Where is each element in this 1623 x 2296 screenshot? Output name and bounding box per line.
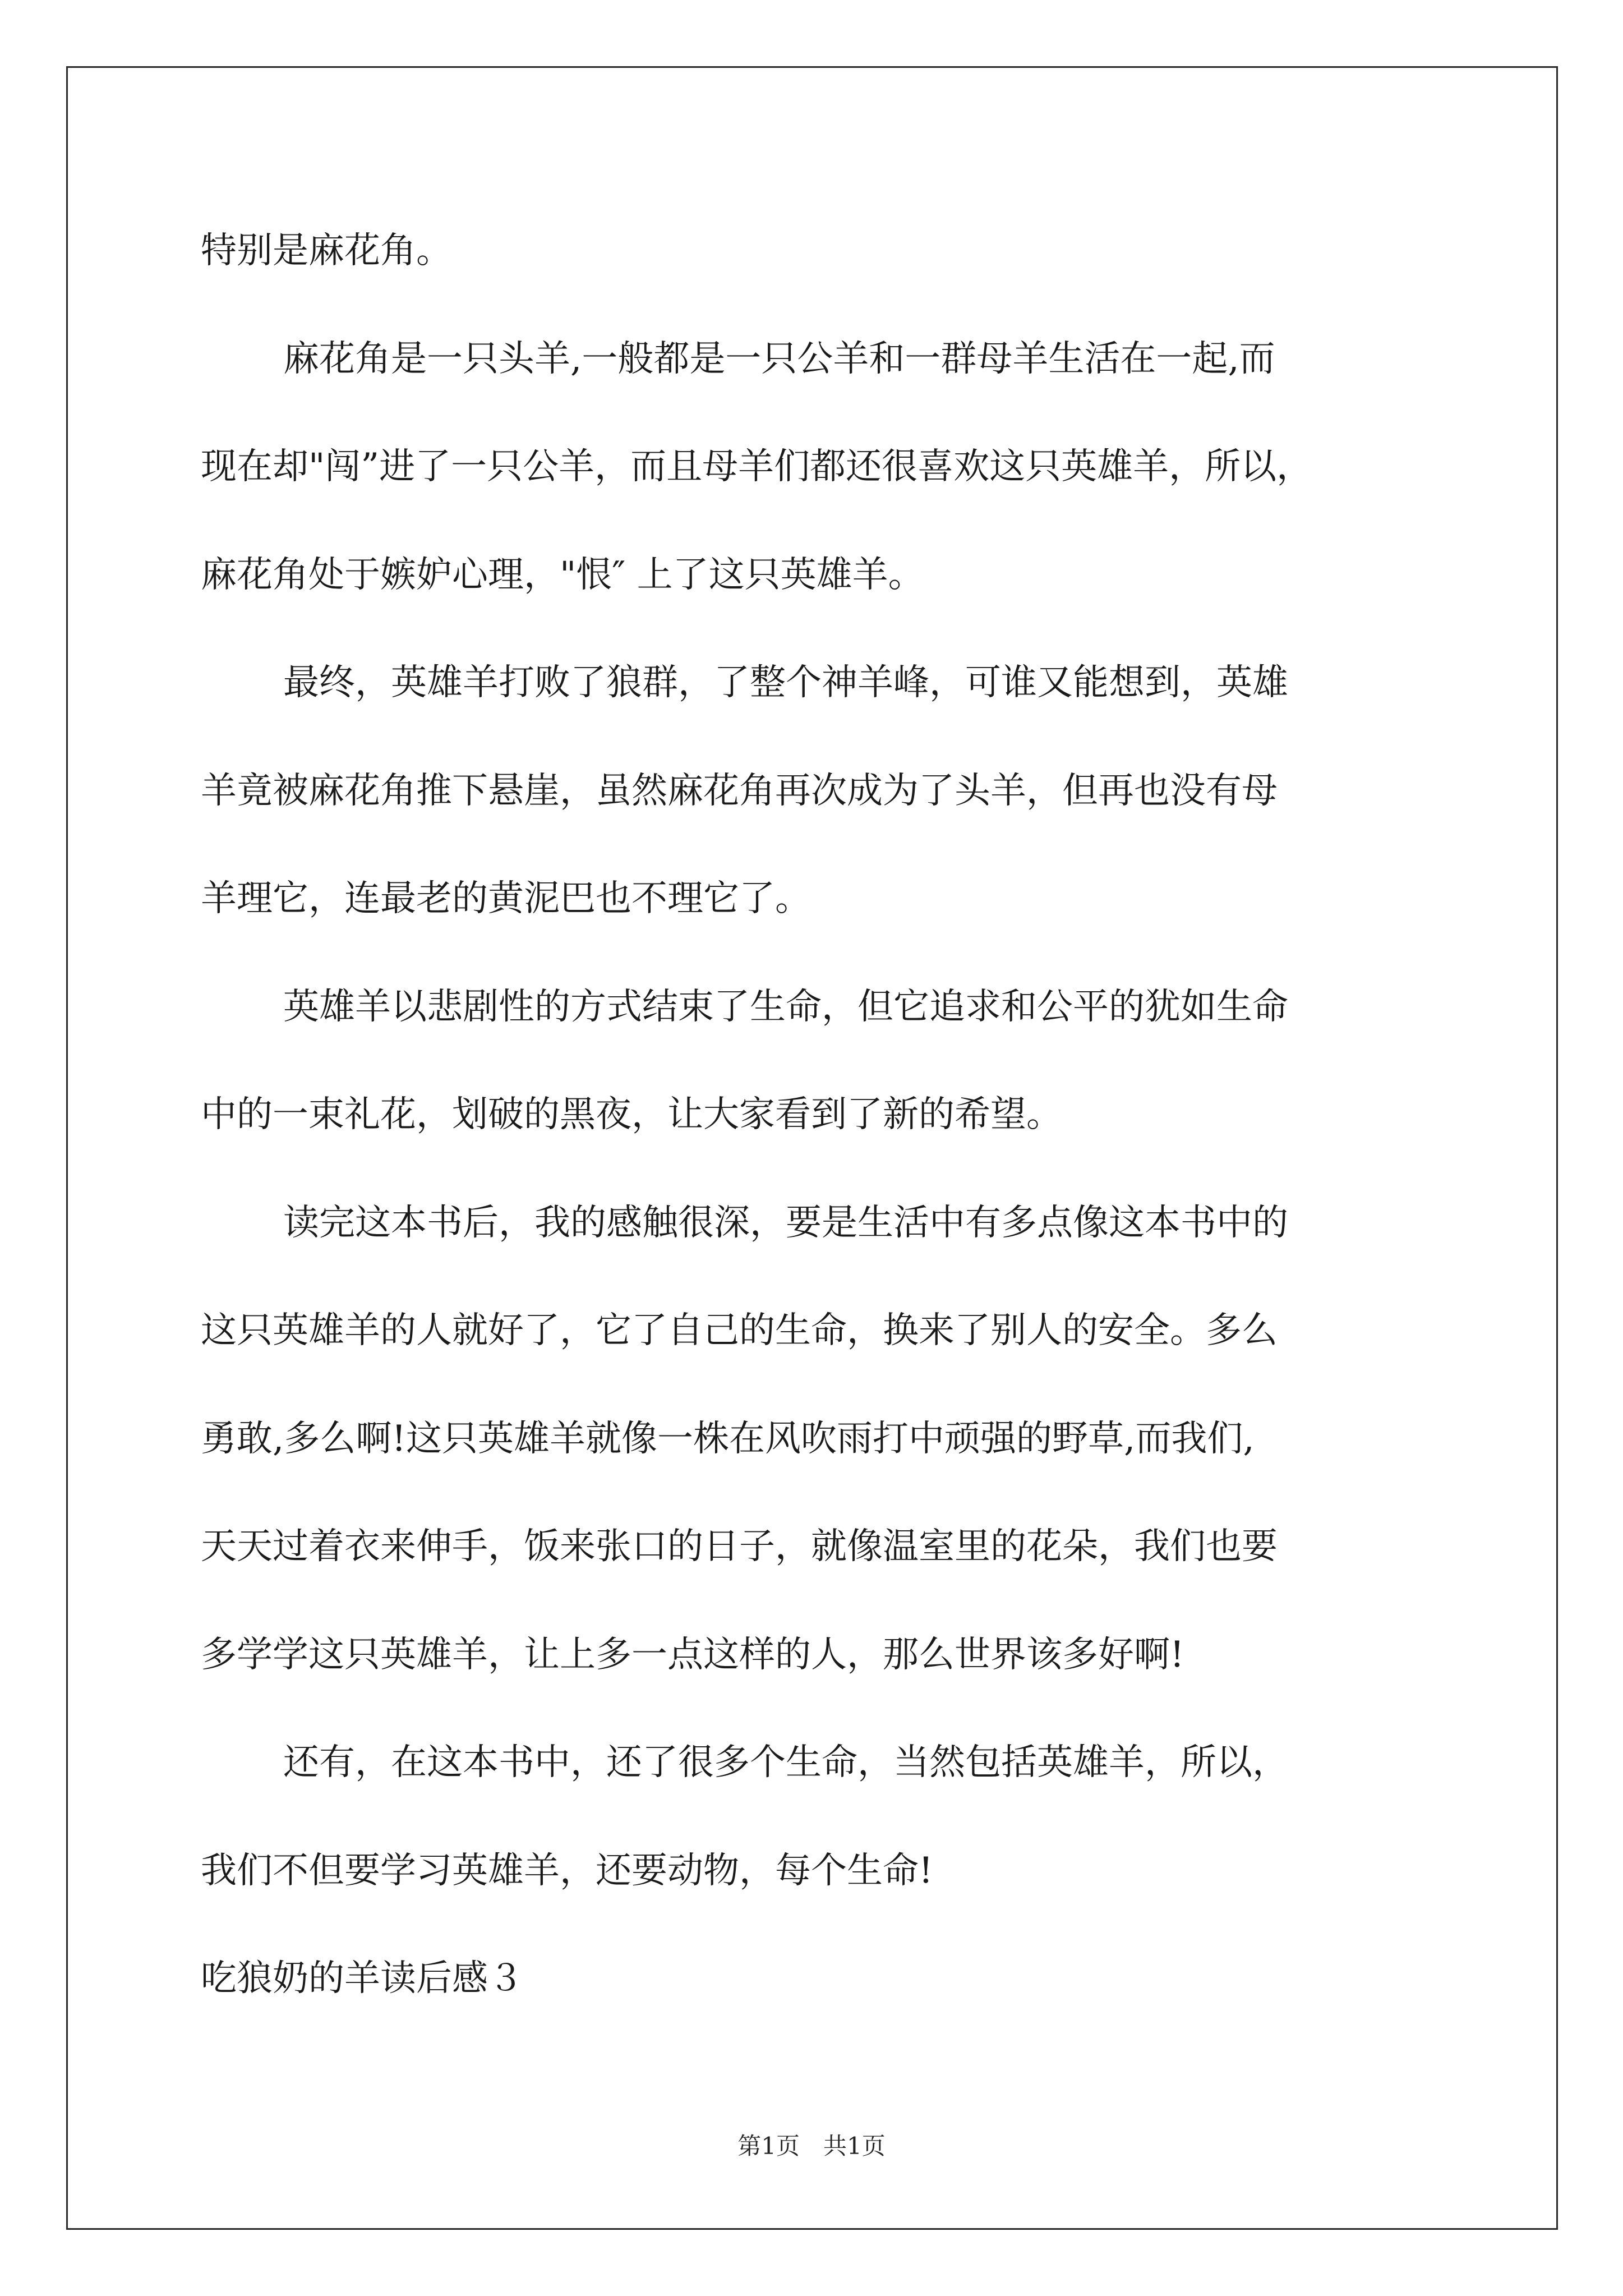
paragraph-line: 中的一束礼花，划破的黑夜，让大家看到了新的希望。 [201,1094,1062,1135]
paragraph-line: 这只英雄羊的人就好了，它了自己的生命，换来了别人的安全。多么 [201,1310,1278,1351]
section-heading: 吃狼奶的羊读后感３ [201,1958,524,1999]
paragraph-line: 麻花角处于嫉妒心理，"恨″ 上了这只英雄羊。 [201,554,924,596]
paragraph-line: 羊理它，连最老的黄泥巴也不理它了。 [201,878,811,919]
paragraph-line: 麻花角是一只头羊,一般都是一只公羊和一群母羊生活在一起,而 [283,338,1275,380]
paragraph-line: 最终，英雄羊打败了狼群，了整个神羊峰，可谁又能想到，英雄 [283,662,1288,703]
paragraph-line: 羊竟被麻花角推下悬崖，虽然麻花角再次成为了头羊，但再也没有母 [201,770,1278,812]
paragraph-line: 现在却"闯”进了一只公羊，而且母羊们都还很喜欢这只英雄羊，所以， [201,446,1313,487]
paragraph-line: 还有，在这本书中，还了很多个生命，当然包括英雄羊，所以， [283,1742,1288,1783]
paragraph-line: 英雄羊以悲剧性的方式结束了生命，但它追求和公平的犹如生命 [283,986,1288,1028]
paragraph-line: 特别是麻花角。 [201,230,452,272]
paragraph-line: 读完这本书后，我的感触很深，要是生活中有多点像这本书中的 [283,1202,1288,1244]
page-border [66,66,1558,2230]
paragraph-line: 天天过着衣来伸手，饭来张口的日子，就像温室里的花朵，我们也要 [201,1526,1278,1567]
paragraph-line: 多学学这只英雄羊，让上多一点这样的人，那么世界该多好啊! [201,1634,1184,1676]
paragraph-line: 我们不但要学习英雄羊，还要动物，每个生命! [201,1850,933,1892]
page-footer: 第1页 共1页 [737,2132,886,2160]
paragraph-line: 勇敢,多么啊!这只英雄羊就像一株在风吹雨打中顽强的野草,而我们, [201,1418,1255,1460]
